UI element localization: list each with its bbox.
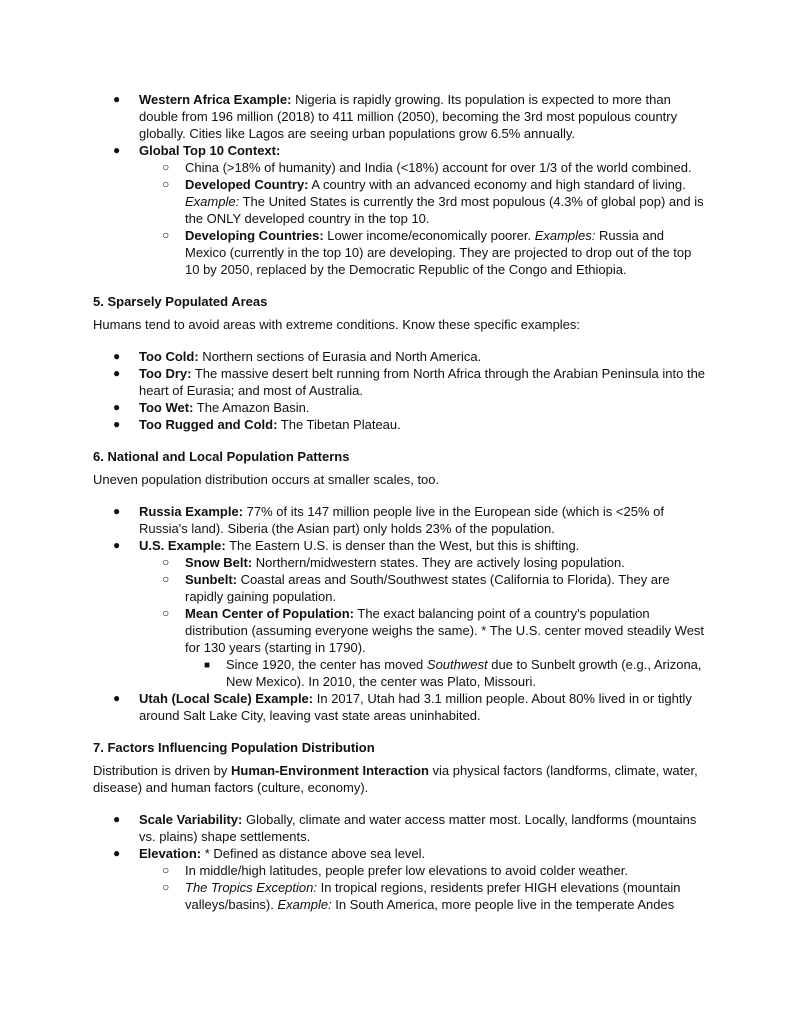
item-label: Western Africa Example: <box>139 92 292 107</box>
item-text: Nigeria is rapidly growing. Its population is expected to more than double from 196 million (2018) to 411 million (2050), becoming the 3rd most populous country globally. Cities like Lagos are seeing urban populations grow 6.5% annually. <box>139 92 678 141</box>
section-heading-7: 7. Factors Influencing Population Distribution <box>93 740 375 755</box>
bullet-disc: ● <box>113 417 121 431</box>
item-text: due to Sunbelt growth (e.g., Arizona, New Mexico). In 2010, the center was Plato, Missouri. <box>226 657 702 689</box>
bullet-disc: ● <box>113 504 121 518</box>
section-heading-6: 6. National and Local Population Patterns <box>93 449 350 464</box>
bullet-disc: ● <box>113 812 121 826</box>
item-label: The Tropics Exception: <box>185 880 317 895</box>
bullet-disc: ● <box>113 846 121 860</box>
item-text: Globally, climate and water access matter most. Locally, landforms (mountains vs. plains) shape settlements. <box>139 812 697 844</box>
bullet-disc: ● <box>113 92 121 106</box>
list-item-too-rugged <box>93 416 708 433</box>
section5-list <box>93 348 708 433</box>
item-label: Global Top 10 Context: <box>139 143 281 158</box>
item-text: In tropical regions, residents prefer HIGH elevations (mountain valleys/basins). <box>185 880 681 912</box>
item-label: Utah (Local Scale) Example: <box>139 691 314 706</box>
item-label: Russia Example: <box>139 504 244 519</box>
list-item-too-cold <box>93 348 708 365</box>
bullet-circle: ○ <box>162 555 170 569</box>
list-item-elevation <box>93 845 708 913</box>
item-label: Too Dry: <box>139 366 192 381</box>
item-text: In middle/high latitudes, people prefer low elevations to avoid colder weather. <box>185 863 628 878</box>
example-label: Example: <box>277 897 332 912</box>
item-text: 77% of its 147 million people live in the European side (which is <25% of Russia's land). Siberia (the Asian part) only holds 23% of the population. <box>139 504 664 536</box>
item-text: China (>18% of humanity) and India (<18%) account for over 1/3 of the world combined. <box>185 160 692 175</box>
sublist <box>139 554 708 690</box>
list-item-us <box>93 537 708 690</box>
item-text: The Tibetan Plateau. <box>277 417 401 432</box>
list-item-snow-belt <box>139 554 708 571</box>
example-text: Russia and Mexico (currently in the top 10) are developing. They are projected to drop out of the top 10 by 2050, replaced by the Democratic Republic of the Congo and Ethiopia. <box>185 228 692 277</box>
item-text: Since 1920, the center has moved <box>226 657 427 672</box>
item-label: Mean Center of Population: <box>185 606 354 621</box>
item-text: Northern sections of Eurasia and North America. <box>198 349 482 364</box>
item-emphasis: Southwest <box>426 657 488 672</box>
list-item-china-india <box>139 159 708 176</box>
list-item-tropics-exception <box>139 879 708 913</box>
item-text: In 2017, Utah had 3.1 million people. About 80% lived in or tightly around Salt Lake City, leaving vast state areas uninhabited. <box>139 691 692 723</box>
item-text: The exact balancing point of a country's population distribution (assuming everyone weighs the same). * The U.S. center moved steadily West for 130 years (starting in 1790). <box>185 606 705 655</box>
bullet-circle: ○ <box>162 863 170 877</box>
item-text: The massive desert belt running from North Africa through the Arabian Peninsula into the heart of Eurasia; and most of Australia. <box>139 366 706 398</box>
list-item-western-africa <box>93 91 708 142</box>
bullet-square: ■ <box>204 660 211 671</box>
list-item-global-top10 <box>93 142 708 278</box>
item-text: The Eastern U.S. is denser than the West, but this is shifting. <box>225 538 580 553</box>
sublist <box>139 862 708 913</box>
item-text: Lower income/economically poorer. <box>323 228 535 243</box>
item-label: U.S. Example: <box>139 538 226 553</box>
bullet-disc: ● <box>113 400 121 414</box>
item-label: Developed Country: <box>185 177 309 192</box>
item-label: Developing Countries: <box>185 228 324 243</box>
item-text: * Defined as distance above sea level. <box>201 846 426 861</box>
bullet-circle: ○ <box>162 572 170 586</box>
item-label: Too Rugged and Cold: <box>139 417 278 432</box>
list-item-mean-center <box>139 605 708 690</box>
list-item-scale-variability <box>93 811 708 845</box>
item-label: Scale Variability: <box>139 812 243 827</box>
example-label: Examples: <box>534 228 596 243</box>
section6-list <box>93 503 708 724</box>
item-label: Sunbelt: <box>185 572 237 587</box>
bullet-disc: ● <box>113 366 121 380</box>
bullet-disc: ● <box>113 538 121 552</box>
list-item-sunbelt <box>139 571 708 605</box>
list-item-utah <box>93 690 708 724</box>
section-heading-5: 5. Sparsely Populated Areas <box>93 294 268 309</box>
intro-bold: Human-Environment Interaction <box>231 763 429 778</box>
bullet-disc: ● <box>113 349 121 363</box>
example-text: The United States is currently the 3rd most populous (4.3% of global pop) and is the ONLY developed country in the top 10. <box>185 194 704 226</box>
section-intro-5: Humans tend to avoid areas with extreme conditions. Know these specific examples: <box>93 317 581 332</box>
list-item-since-1920 <box>185 656 708 690</box>
section-intro-6: Uneven population distribution occurs at smaller scales, too. <box>93 472 440 487</box>
sublist-level3 <box>185 656 708 690</box>
bullet-circle: ○ <box>162 160 170 174</box>
list-item-mid-high-latitudes <box>139 862 708 879</box>
example-text: In South America, more people live in the temperate Andes <box>331 897 675 912</box>
item-label: Elevation: <box>139 846 202 861</box>
section7-list <box>93 811 708 913</box>
bullet-circle: ○ <box>162 880 170 894</box>
item-label: Snow Belt: <box>185 555 253 570</box>
item-text: The Amazon Basin. <box>193 400 310 415</box>
bullet-disc: ● <box>113 143 121 157</box>
bullet-disc: ● <box>113 691 121 705</box>
intro-text: via physical factors (landforms, climate, water, disease) and human factors (culture, economy). <box>93 763 698 795</box>
item-label: Too Wet: <box>139 400 194 415</box>
document-page <box>93 91 708 913</box>
bullet-circle: ○ <box>162 177 170 191</box>
section-intro-7 <box>93 762 708 796</box>
top-list <box>93 91 708 278</box>
item-text: Coastal areas and South/Southwest states (California to Florida). They are rapidly gaining population. <box>185 572 670 604</box>
example-label: Example: <box>185 194 240 209</box>
item-text: A country with an advanced economy and high standard of living. <box>308 177 686 192</box>
list-item-too-wet <box>93 399 708 416</box>
list-item-russia <box>93 503 708 537</box>
intro-text: Distribution is driven by <box>93 763 231 778</box>
list-item-developing-countries <box>139 227 708 278</box>
bullet-circle: ○ <box>162 228 170 242</box>
sublist <box>139 159 708 278</box>
list-item-too-dry <box>93 365 708 399</box>
item-label: Too Cold: <box>139 349 199 364</box>
list-item-developed-country <box>139 176 708 227</box>
bullet-circle: ○ <box>162 606 170 620</box>
item-text: Northern/midwestern states. They are actively losing population. <box>252 555 625 570</box>
